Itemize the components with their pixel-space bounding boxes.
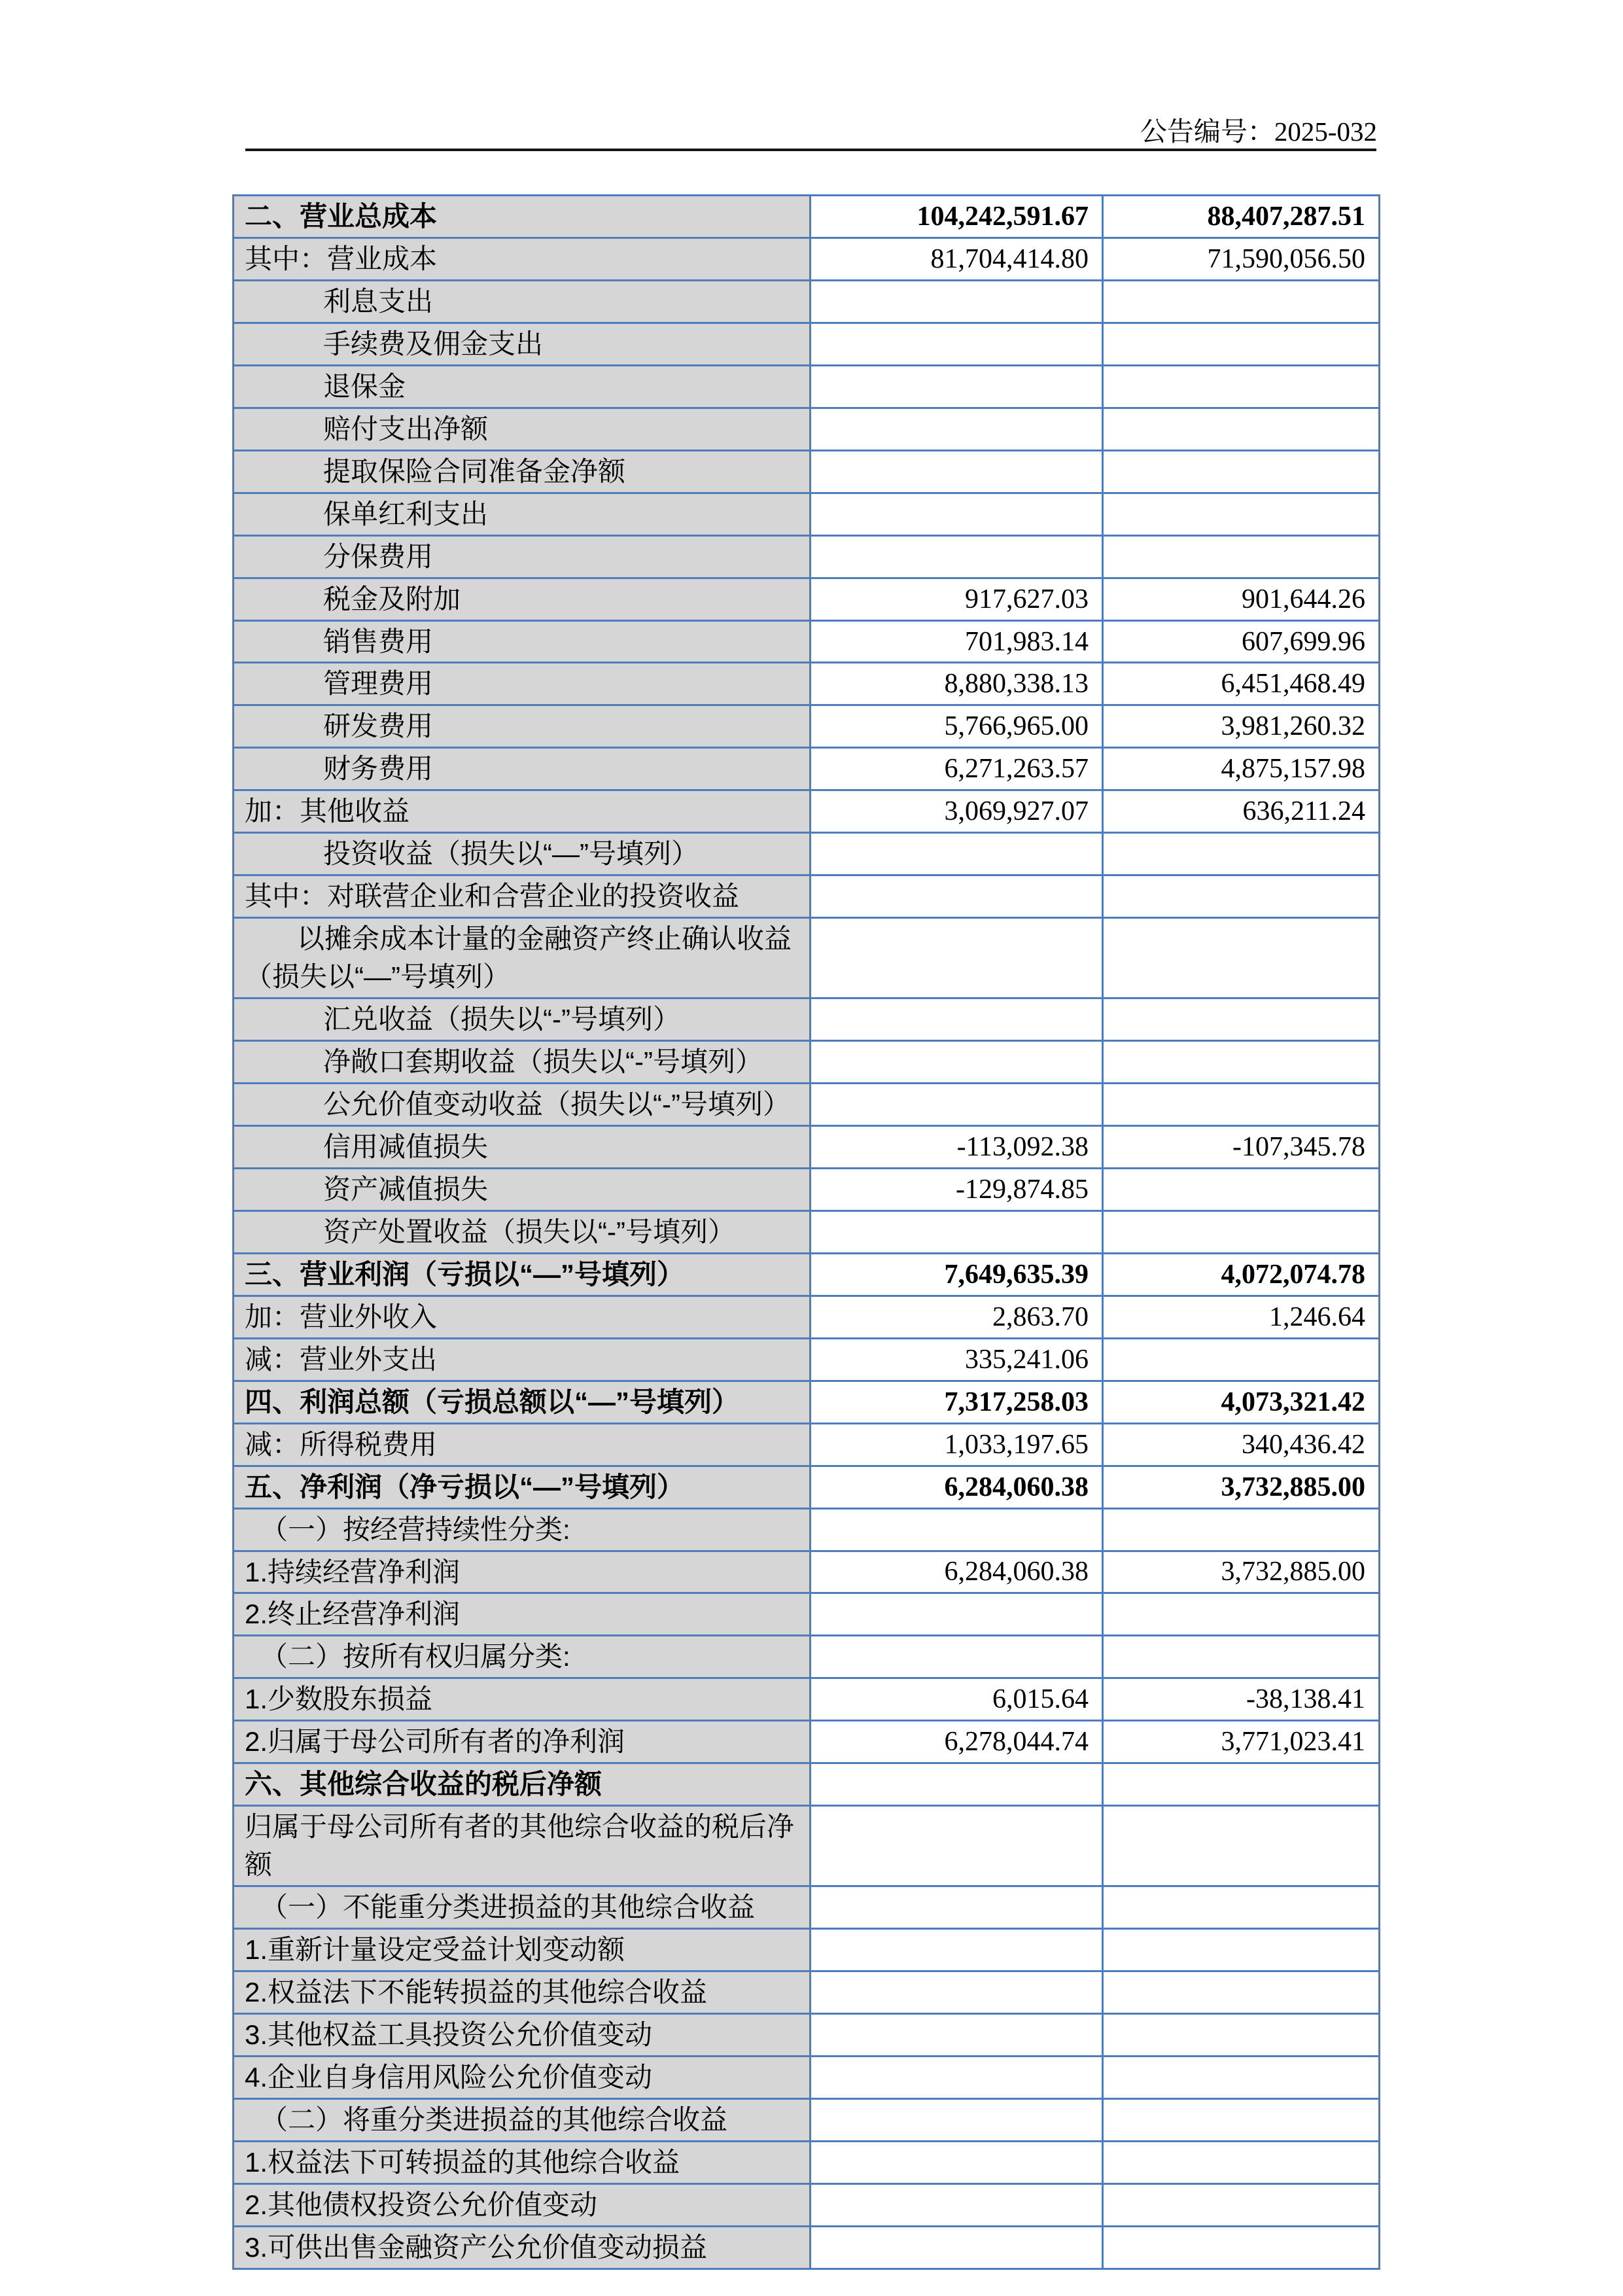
current-period-value [811,998,1103,1041]
table-row [234,1593,1380,1636]
current-period-value [811,1971,1103,2014]
row-label: 2.归属于母公司所有者的净利润 [234,1721,811,1763]
prior-period-value: 3,981,260.32 [1103,705,1380,748]
prior-period-value: 88,407,287.51 [1103,196,1380,238]
row-label: 减：营业外支出 [234,1338,811,1381]
row-label: 销售费用 [234,620,811,663]
row-label: 3.可供出售金融资产公允价值变动损益 [234,2226,811,2269]
current-period-value [811,365,1103,408]
table-row [234,450,1380,493]
prior-period-value [1103,2183,1380,2226]
prior-period-value [1103,323,1380,365]
row-label: 退保金 [234,365,811,408]
table-row [234,1466,1380,1508]
prior-period-value [1103,1210,1380,1253]
prior-period-value: 1,246.64 [1103,1296,1380,1338]
current-period-value: 8,880,338.13 [811,663,1103,705]
table-row [234,663,1380,705]
current-period-value [811,1763,1103,1806]
row-label: 信用减值损失 [234,1125,811,1168]
prior-period-value: 3,771,023.41 [1103,1721,1380,1763]
table-row [234,1886,1380,1929]
prior-period-value [1103,918,1380,998]
current-period-value [811,2226,1103,2269]
prior-period-value [1103,2013,1380,2056]
row-label: 2.终止经营净利润 [234,1593,811,1636]
row-label: 资产处置收益（损失以“-”号填列） [234,1210,811,1253]
current-period-value [811,1084,1103,1126]
table-row [234,875,1380,918]
prior-period-value [1103,1636,1380,1678]
table-row [234,2098,1380,2141]
prior-period-value [1103,1168,1380,1210]
prior-period-value: 901,644.26 [1103,578,1380,620]
row-label: 税金及附加 [234,578,811,620]
row-label: 减：所得税费用 [234,1423,811,1466]
header-divider-rule [245,149,1376,151]
table-row [234,1253,1380,1296]
prior-period-value: 3,732,885.00 [1103,1551,1380,1593]
income-statement-table [232,194,1380,2270]
row-label: 加：营业外收入 [234,1296,811,1338]
current-period-value: -129,874.85 [811,1168,1103,1210]
current-period-value [811,1636,1103,1678]
row-label: 四、利润总额（亏损总额以“—”号填列） [234,1381,811,1423]
prior-period-value [1103,365,1380,408]
row-label: 保单红利支出 [234,493,811,535]
prior-period-value [1103,1508,1380,1551]
table-row [234,1381,1380,1423]
current-period-value: 6,284,060.38 [811,1551,1103,1593]
table-row [234,493,1380,535]
current-period-value: 104,242,591.67 [811,196,1103,238]
prior-period-value [1103,408,1380,450]
prior-period-value [1103,833,1380,875]
prior-period-value: 340,436.42 [1103,1423,1380,1466]
current-period-value [811,2098,1103,2141]
current-period-value: 6,015.64 [811,1678,1103,1721]
table-row [234,1929,1380,1971]
row-label: （一）按经营持续性分类: [234,1508,811,1551]
table-row [234,1763,1380,1806]
table-row [234,1084,1380,1126]
current-period-value [811,2141,1103,2183]
current-period-value [811,2013,1103,2056]
table-row [234,1721,1380,1763]
row-label: 净敞口套期收益（损失以“-”号填列） [234,1041,811,1084]
current-period-value: 6,271,263.57 [811,748,1103,790]
table-row [234,1296,1380,1338]
prior-period-value: 3,732,885.00 [1103,1466,1380,1508]
prior-period-value: -38,138.41 [1103,1678,1380,1721]
row-label: 加：其他收益 [234,790,811,833]
row-label: 其中：对联营企业和合营企业的投资收益 [234,875,811,918]
current-period-value: 917,627.03 [811,578,1103,620]
prior-period-value [1103,450,1380,493]
table-row [234,2056,1380,2098]
row-label: 赔付支出净额 [234,408,811,450]
prior-period-value [1103,2056,1380,2098]
prior-period-value: 71,590,056.50 [1103,238,1380,280]
current-period-value [811,875,1103,918]
current-period-value: 7,317,258.03 [811,1381,1103,1423]
current-period-value [811,1508,1103,1551]
prior-period-value: 4,072,074.78 [1103,1253,1380,1296]
table-row [234,196,1380,238]
current-period-value [811,535,1103,578]
table-row [234,1636,1380,1678]
row-label: 2.权益法下不能转损益的其他综合收益 [234,1971,811,2014]
announcement-number: 公告编号：2025-032 [1140,116,1377,147]
table-row [234,918,1380,998]
prior-period-value [1103,1929,1380,1971]
table-row [234,323,1380,365]
current-period-value: 701,983.14 [811,620,1103,663]
table-row [234,1210,1380,1253]
table-row [234,620,1380,663]
prior-period-value [1103,535,1380,578]
row-label: 1.重新计量设定受益计划变动额 [234,1929,811,1971]
prior-period-value [1103,1763,1380,1806]
row-label: 4.企业自身信用风险公允价值变动 [234,2056,811,2098]
current-period-value [811,1210,1103,1253]
row-label: 三、营业利润（亏损以“—”号填列） [234,1253,811,1296]
prior-period-value [1103,875,1380,918]
row-label: 其中：营业成本 [234,238,811,280]
current-period-value: -113,092.38 [811,1125,1103,1168]
table-row [234,1168,1380,1210]
current-period-value [811,1929,1103,1971]
table-row [234,1041,1380,1084]
current-period-value: 5,766,965.00 [811,705,1103,748]
prior-period-value [1103,493,1380,535]
current-period-value: 81,704,414.80 [811,238,1103,280]
table-row [234,2226,1380,2269]
current-period-value: 6,278,044.74 [811,1721,1103,1763]
prior-period-value [1103,1593,1380,1636]
current-period-value: 3,069,927.07 [811,790,1103,833]
row-label: 利息支出 [234,280,811,323]
current-period-value [811,1806,1103,1886]
row-label: 五、净利润（净亏损以“—”号填列） [234,1466,811,1508]
current-period-value [811,1886,1103,1929]
table-row [234,833,1380,875]
current-period-value [811,1593,1103,1636]
row-label: 公允价值变动收益（损失以“-”号填列） [234,1084,811,1126]
prior-period-value [1103,1041,1380,1084]
prior-period-value: 6,451,468.49 [1103,663,1380,705]
table-row [234,1678,1380,1721]
row-label: 六、其他综合收益的税后净额 [234,1763,811,1806]
row-label: 1.权益法下可转损益的其他综合收益 [234,2141,811,2183]
row-label: 归属于母公司所有者的其他综合收益的税后净额 [234,1806,811,1886]
row-label: 提取保险合同准备金净额 [234,450,811,493]
row-label: 资产减值损失 [234,1168,811,1210]
prior-period-value [1103,1886,1380,1929]
table-row [234,1971,1380,2014]
table-row [234,238,1380,280]
table-row [234,1508,1380,1551]
current-period-value [811,493,1103,535]
prior-period-value: 636,211.24 [1103,790,1380,833]
row-label: 汇兑收益（损失以“-”号填列） [234,998,811,1041]
current-period-value [811,2183,1103,2226]
current-period-value: 7,649,635.39 [811,1253,1103,1296]
prior-period-value: 607,699.96 [1103,620,1380,663]
prior-period-value [1103,1084,1380,1126]
prior-period-value: 4,875,157.98 [1103,748,1380,790]
table-row [234,2013,1380,2056]
current-period-value [811,408,1103,450]
table-row [234,2141,1380,2183]
prior-period-value [1103,2226,1380,2269]
table-row [234,1423,1380,1466]
current-period-value [811,918,1103,998]
row-label: 1.持续经营净利润 [234,1551,811,1593]
current-period-value [811,323,1103,365]
prior-period-value [1103,2141,1380,2183]
current-period-value [811,833,1103,875]
current-period-value [811,1041,1103,1084]
prior-period-value [1103,1806,1380,1886]
current-period-value [811,280,1103,323]
row-label: 2.其他债权投资公允价值变动 [234,2183,811,2226]
prior-period-value: 4,073,321.42 [1103,1381,1380,1423]
table-row [234,408,1380,450]
row-label: 手续费及佣金支出 [234,323,811,365]
table-row [234,748,1380,790]
prior-period-value [1103,1971,1380,2014]
prior-period-value [1103,1338,1380,1381]
prior-period-value [1103,280,1380,323]
row-label: （一）不能重分类进损益的其他综合收益 [234,1886,811,1929]
row-label: （二）将重分类进损益的其他综合收益 [234,2098,811,2141]
table-row [234,365,1380,408]
row-label: 财务费用 [234,748,811,790]
row-label: 1.少数股东损益 [234,1678,811,1721]
current-period-value: 1,033,197.65 [811,1423,1103,1466]
table-row [234,2183,1380,2226]
current-period-value [811,450,1103,493]
table-row [234,790,1380,833]
table-row [234,535,1380,578]
table-row [234,1338,1380,1381]
table-row [234,1551,1380,1593]
row-label: 3.其他权益工具投资公允价值变动 [234,2013,811,2056]
row-label: 以摊余成本计量的金融资产终止确认收益（损失以“—”号填列） [234,918,811,998]
prior-period-value [1103,2098,1380,2141]
row-label: 管理费用 [234,663,811,705]
row-label: 分保费用 [234,535,811,578]
table-row [234,280,1380,323]
table-row [234,1806,1380,1886]
prior-period-value: -107,345.78 [1103,1125,1380,1168]
prior-period-value [1103,998,1380,1041]
row-label: 二、营业总成本 [234,196,811,238]
current-period-value: 6,284,060.38 [811,1466,1103,1508]
current-period-value [811,2056,1103,2098]
row-label: （二）按所有权归属分类: [234,1636,811,1678]
table-row [234,705,1380,748]
current-period-value: 335,241.06 [811,1338,1103,1381]
table-row [234,578,1380,620]
row-label: 研发费用 [234,705,811,748]
current-period-value: 2,863.70 [811,1296,1103,1338]
table-row [234,998,1380,1041]
table-row [234,1125,1380,1168]
row-label: 投资收益（损失以“—”号填列） [234,833,811,875]
